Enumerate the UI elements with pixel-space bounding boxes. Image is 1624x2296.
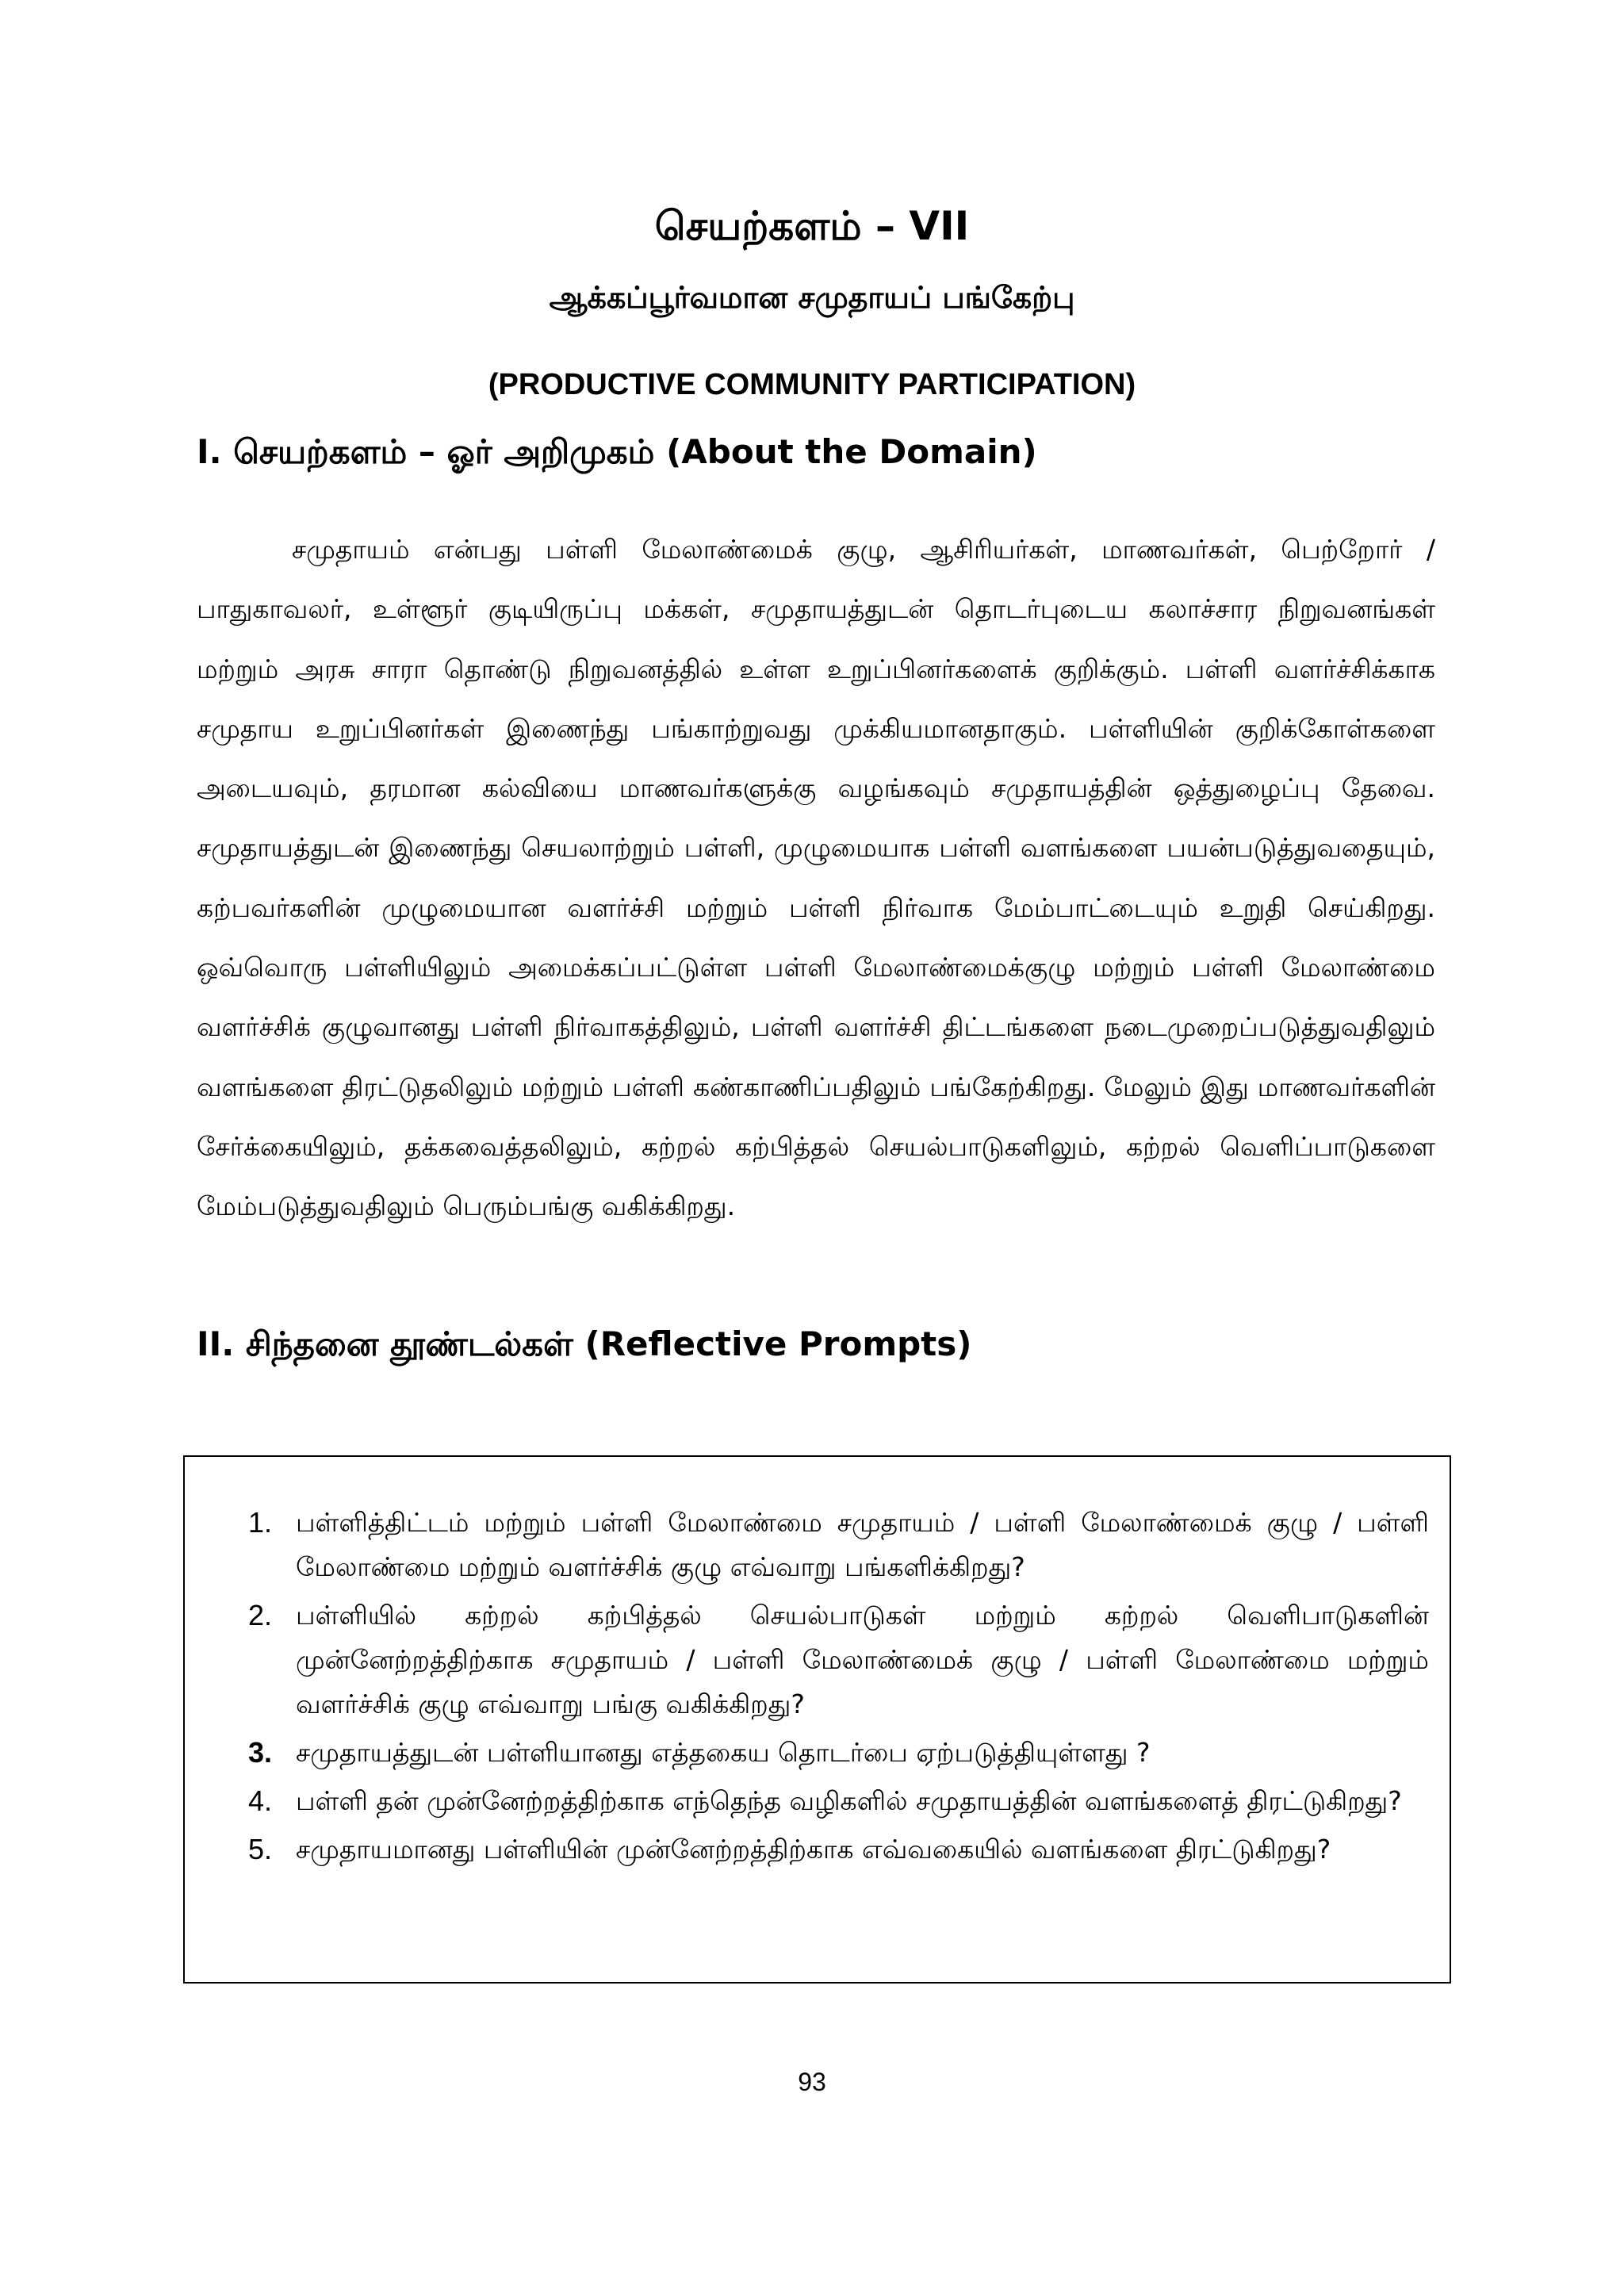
- page-subtitle: ஆக்கப்பூர்வமான சமுதாயப் பங்கேற்பு: [549, 280, 1075, 315]
- prompt-text: சமுதாயமானது பள்ளியின் முன்னேற்றத்திற்காக எவ்வகையில் வளங்களை திரட்டுகிறது?: [296, 1834, 1331, 1865]
- list-item: [185, 1827, 1453, 1872]
- prompt-number: 4.: [248, 1784, 273, 1817]
- prompt-text: சமுதாயத்துடன் பள்ளியானது எத்தகைய தொடர்பை ஏற்படுத்தியுள்ளது ?: [296, 1737, 1151, 1768]
- prompt-text: பள்ளித்திட்டம் மற்றும் பள்ளி மேலாண்மை சமுதாயம் / பள்ளி மேலாண்மைக் குழு / பள்ளி மேலாண்மை மற்றும் வளர்ச்சிக் குழு எவ்வாறு பங்களிக்கிறது?: [296, 1507, 1429, 1582]
- prompt-number: 1.: [248, 1506, 273, 1539]
- prompt-text: பள்ளியில் கற்றல் கற்பித்தல் செயல்பாடுகள் மற்றும் கற்றல் வெளிபாடுகளின் முன்னேற்றத்திற்காக சமுதாயம் / பள்ளி மேலாண்மைக் குழு / பள்ளி மேலாண்மை மற்றும் வளர்ச்சிக் குழு எவ்வாறு பங்கு வகிக்கிறது?: [296, 1600, 1429, 1719]
- prompt-number: 3.: [248, 1736, 273, 1769]
- page-number: 93: [798, 2068, 826, 2096]
- about-domain-paragraph: சமுதாயம் என்பது பள்ளி மேலாண்மைக் குழு, ஆசிரியர்கள், மாணவர்கள், பெற்றோர் / பாதுகாவலர், உள்ளூர் குடியிருப்பு மக்கள், சமுதாயத்துடன் தொடர்புடைய கலாச்சார நிறுவனங்கள் மற்றும் அரசு சாரா தொண்டு நிறுவனத்தில் உள்ள உறுப்பினர்களைக் குறிக்கும். பள்ளி வளர்ச்சிக்காக சமுதாய உறுப்பினர்கள் இணைந்து பங்காற்றுவது முக்கியமானதாகும். பள்ளியின் குறிக்கோள்களை அடையவும், தரமான கல்வியை மாணவர்களுக்கு வழங்கவும் சமுதாயத்தின் ஒத்துழைப்பு தேவை. சமுதாயத்துடன் இணைந்து செயலாற்றும் பள்ளி, முழுமையாக பள்ளி வளங்களை பயன்படுத்துவதையும், கற்பவர்களின் முழுமையான வளர்ச்சி மற்றும் பள்ளி நிர்வாக மேம்பாட்டையும் உறுதி செய்கிறது. ஒவ்வொரு பள்ளியிலும் அமைக்கப்பட்டுள்ள பள்ளி மேலாண்மைக்குழு மற்றும் பள்ளி மேலாண்மை வளர்ச்சிக் குழுவானது பள்ளி நிர்வாகத்திலும், பள்ளி வளர்ச்சி திட்டங்களை நடைமுறைப்படுத்துவதிலும் வளங்களை திரட்டுதலிலும் மற்றும் பள்ளி கண்காணிப்பதிலும் பங்கேற்கிறது. மேலும் இது மாணவர்களின் சேர்க்கையிலும், தக்கவைத்தலிலும், கற்றல் கற்பித்தல் செயல்பாடுகளிலும், கற்றல் வெளிப்பாடுகளை மேம்படுத்துவதிலும் பெரும்பங்கு வகிக்கிறது.: [197, 534, 1435, 1222]
- section-heading-reflective-prompts: II. சிந்தனை தூண்டல்கள் (Reflective Prompts): [197, 1324, 972, 1363]
- list-item: [185, 1593, 1453, 1727]
- prompt-list: [185, 1501, 1453, 1876]
- english-title: (PRODUCTIVE COMMUNITY PARTICIPATION): [488, 368, 1136, 401]
- list-item: [185, 1501, 1453, 1589]
- reflective-prompts-box: [183, 1455, 1451, 1984]
- section-heading-about-domain: I. செயற்களம் – ஓர் அறிமுகம் (About the Domain): [197, 432, 1037, 471]
- prompt-number: 5.: [248, 1833, 273, 1865]
- page-title: செயற்களம் – VII: [654, 203, 970, 249]
- list-item: [185, 1779, 1453, 1823]
- list-item: [185, 1731, 1453, 1775]
- prompt-number: 2.: [248, 1599, 273, 1631]
- prompt-text: பள்ளி தன் முன்னேற்றத்திற்காக எந்தெந்த வழிகளில் சமுதாயத்தின் வளங்களைத் திரட்டுகிறது?: [296, 1785, 1402, 1816]
